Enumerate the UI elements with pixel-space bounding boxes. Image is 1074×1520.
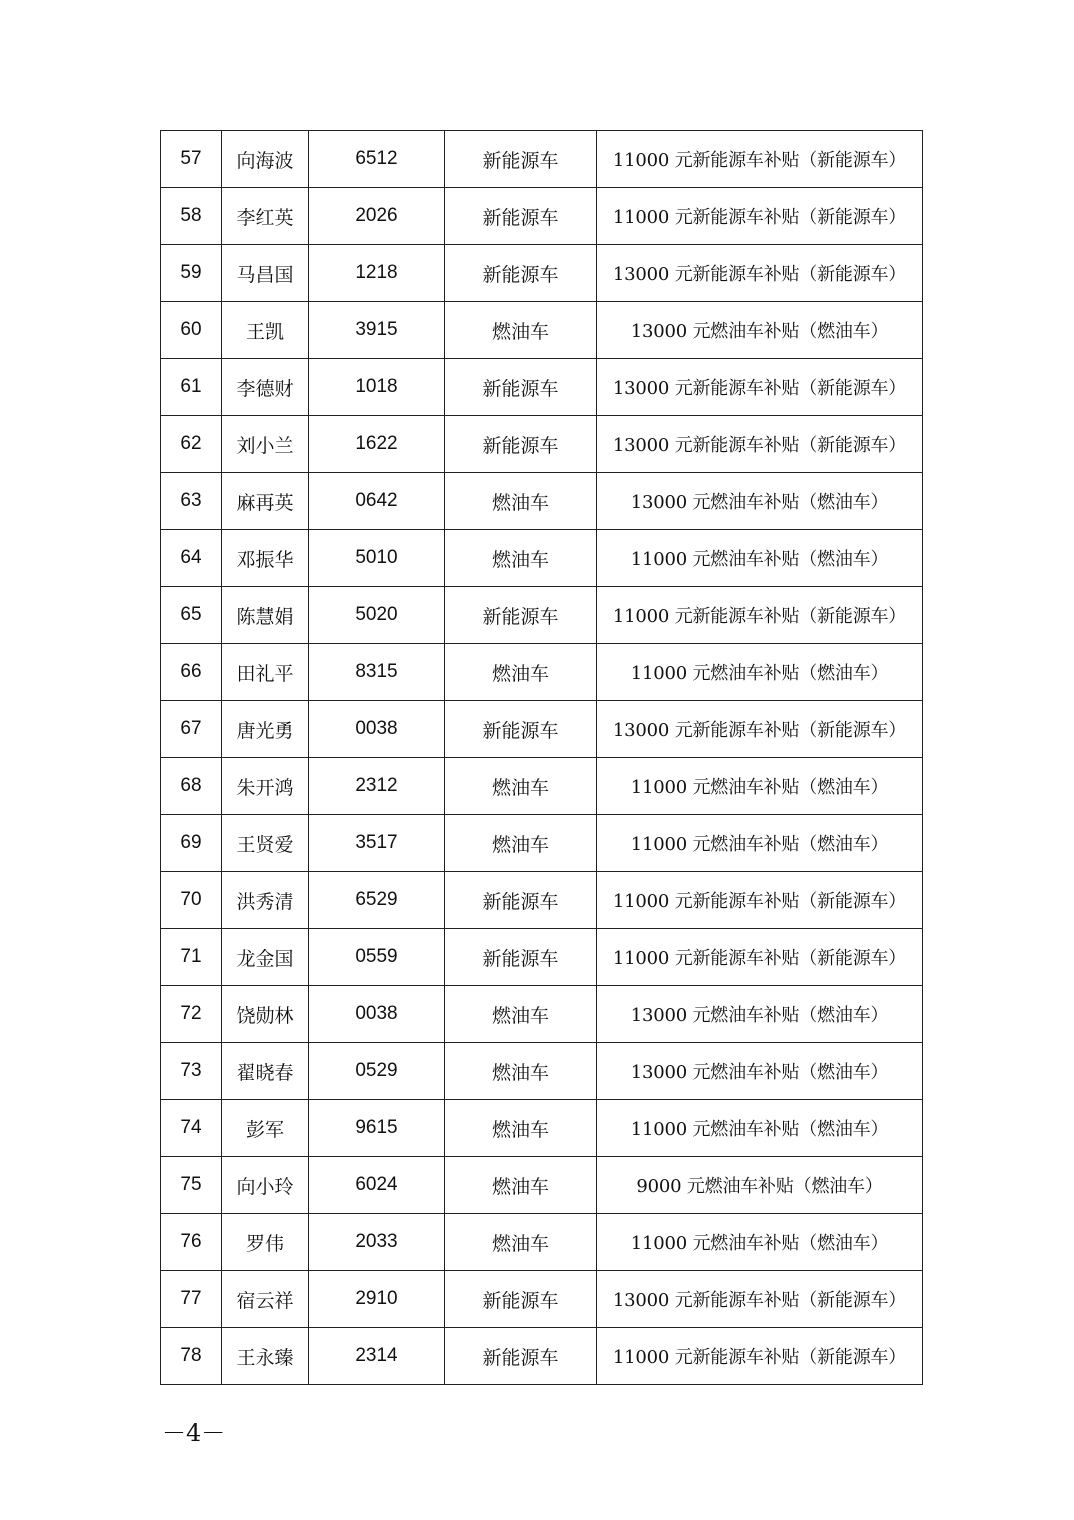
cell-vehicle-type: 新能源车 bbox=[445, 929, 597, 986]
cell-vehicle-type: 新能源车 bbox=[445, 359, 597, 416]
cell-subsidy: 13000 元燃油车补贴（燃油车） bbox=[597, 473, 923, 530]
table-row bbox=[161, 473, 923, 530]
table-row bbox=[161, 644, 923, 701]
cell-subsidy: 13000 元新能源车补贴（新能源车） bbox=[597, 245, 923, 302]
cell-name: 陈慧娟 bbox=[222, 587, 309, 644]
table-body bbox=[161, 131, 923, 1385]
cell-row-number: 69 bbox=[161, 815, 222, 872]
cell-code: 2910 bbox=[309, 1271, 445, 1328]
cell-row-number: 57 bbox=[161, 131, 222, 188]
cell-code: 3915 bbox=[309, 302, 445, 359]
cell-code: 1622 bbox=[309, 416, 445, 473]
cell-name: 李德财 bbox=[222, 359, 309, 416]
cell-name: 饶勋林 bbox=[222, 986, 309, 1043]
cell-code: 6529 bbox=[309, 872, 445, 929]
cell-code: 0642 bbox=[309, 473, 445, 530]
cell-vehicle-type: 新能源车 bbox=[445, 701, 597, 758]
table-row bbox=[161, 1271, 923, 1328]
table-row bbox=[161, 1328, 923, 1385]
cell-vehicle-type: 燃油车 bbox=[445, 302, 597, 359]
table-row bbox=[161, 758, 923, 815]
table-row bbox=[161, 872, 923, 929]
cell-name: 朱开鸿 bbox=[222, 758, 309, 815]
table-row bbox=[161, 701, 923, 758]
cell-vehicle-type: 燃油车 bbox=[445, 1100, 597, 1157]
cell-code: 3517 bbox=[309, 815, 445, 872]
cell-name: 麻再英 bbox=[222, 473, 309, 530]
cell-row-number: 72 bbox=[161, 986, 222, 1043]
cell-subsidy: 11000 元新能源车补贴（新能源车） bbox=[597, 188, 923, 245]
cell-subsidy: 13000 元新能源车补贴（新能源车） bbox=[597, 701, 923, 758]
cell-subsidy: 11000 元燃油车补贴（燃油车） bbox=[597, 1214, 923, 1271]
table-row bbox=[161, 416, 923, 473]
cell-name: 向海波 bbox=[222, 131, 309, 188]
page-number: －4－ bbox=[162, 1419, 226, 1447]
cell-subsidy: 11000 元新能源车补贴（新能源车） bbox=[597, 131, 923, 188]
cell-subsidy: 13000 元新能源车补贴（新能源车） bbox=[597, 416, 923, 473]
cell-vehicle-type: 燃油车 bbox=[445, 530, 597, 587]
cell-code: 2312 bbox=[309, 758, 445, 815]
cell-vehicle-type: 新能源车 bbox=[445, 1328, 597, 1385]
table-row bbox=[161, 986, 923, 1043]
cell-vehicle-type: 新能源车 bbox=[445, 872, 597, 929]
cell-name: 邓振华 bbox=[222, 530, 309, 587]
cell-subsidy: 11000 元新能源车补贴（新能源车） bbox=[597, 587, 923, 644]
cell-row-number: 59 bbox=[161, 245, 222, 302]
cell-row-number: 67 bbox=[161, 701, 222, 758]
cell-code: 2314 bbox=[309, 1328, 445, 1385]
cell-name: 田礼平 bbox=[222, 644, 309, 701]
cell-code: 2026 bbox=[309, 188, 445, 245]
cell-vehicle-type: 燃油车 bbox=[445, 644, 597, 701]
cell-row-number: 63 bbox=[161, 473, 222, 530]
cell-code: 1018 bbox=[309, 359, 445, 416]
cell-subsidy: 11000 元新能源车补贴（新能源车） bbox=[597, 1328, 923, 1385]
cell-code: 5010 bbox=[309, 530, 445, 587]
cell-row-number: 77 bbox=[161, 1271, 222, 1328]
cell-vehicle-type: 新能源车 bbox=[445, 416, 597, 473]
cell-subsidy: 11000 元新能源车补贴（新能源车） bbox=[597, 872, 923, 929]
table-row bbox=[161, 302, 923, 359]
table-row bbox=[161, 245, 923, 302]
cell-name: 刘小兰 bbox=[222, 416, 309, 473]
cell-row-number: 78 bbox=[161, 1328, 222, 1385]
table-row bbox=[161, 1100, 923, 1157]
cell-row-number: 60 bbox=[161, 302, 222, 359]
table-row bbox=[161, 815, 923, 872]
cell-subsidy: 11000 元燃油车补贴（燃油车） bbox=[597, 530, 923, 587]
cell-code: 0038 bbox=[309, 986, 445, 1043]
cell-subsidy: 13000 元燃油车补贴（燃油车） bbox=[597, 986, 923, 1043]
table-row bbox=[161, 1157, 923, 1214]
cell-name: 王贤爱 bbox=[222, 815, 309, 872]
cell-vehicle-type: 新能源车 bbox=[445, 1271, 597, 1328]
cell-row-number: 58 bbox=[161, 188, 222, 245]
subsidy-table-container bbox=[160, 130, 922, 1385]
cell-row-number: 73 bbox=[161, 1043, 222, 1100]
table-row bbox=[161, 1043, 923, 1100]
cell-subsidy: 11000 元燃油车补贴（燃油车） bbox=[597, 1100, 923, 1157]
cell-subsidy: 13000 元燃油车补贴（燃油车） bbox=[597, 1043, 923, 1100]
cell-name: 翟晓春 bbox=[222, 1043, 309, 1100]
table-row bbox=[161, 929, 923, 986]
cell-code: 0529 bbox=[309, 1043, 445, 1100]
cell-vehicle-type: 燃油车 bbox=[445, 1043, 597, 1100]
cell-name: 龙金国 bbox=[222, 929, 309, 986]
cell-code: 1218 bbox=[309, 245, 445, 302]
table-row bbox=[161, 188, 923, 245]
cell-code: 5020 bbox=[309, 587, 445, 644]
cell-name: 李红英 bbox=[222, 188, 309, 245]
cell-subsidy: 11000 元燃油车补贴（燃油车） bbox=[597, 758, 923, 815]
cell-code: 8315 bbox=[309, 644, 445, 701]
cell-vehicle-type: 燃油车 bbox=[445, 758, 597, 815]
cell-name: 马昌国 bbox=[222, 245, 309, 302]
cell-subsidy: 13000 元燃油车补贴（燃油车） bbox=[597, 302, 923, 359]
cell-subsidy: 11000 元燃油车补贴（燃油车） bbox=[597, 815, 923, 872]
cell-vehicle-type: 新能源车 bbox=[445, 587, 597, 644]
cell-code: 0038 bbox=[309, 701, 445, 758]
cell-row-number: 62 bbox=[161, 416, 222, 473]
cell-row-number: 75 bbox=[161, 1157, 222, 1214]
cell-row-number: 71 bbox=[161, 929, 222, 986]
cell-code: 6024 bbox=[309, 1157, 445, 1214]
cell-code: 0559 bbox=[309, 929, 445, 986]
cell-vehicle-type: 燃油车 bbox=[445, 473, 597, 530]
cell-vehicle-type: 燃油车 bbox=[445, 1214, 597, 1271]
table-row bbox=[161, 131, 923, 188]
cell-subsidy: 13000 元新能源车补贴（新能源车） bbox=[597, 1271, 923, 1328]
cell-vehicle-type: 新能源车 bbox=[445, 245, 597, 302]
cell-row-number: 70 bbox=[161, 872, 222, 929]
cell-row-number: 68 bbox=[161, 758, 222, 815]
cell-subsidy: 9000 元燃油车补贴（燃油车） bbox=[597, 1157, 923, 1214]
cell-row-number: 61 bbox=[161, 359, 222, 416]
subsidy-table bbox=[160, 130, 923, 1385]
cell-vehicle-type: 新能源车 bbox=[445, 131, 597, 188]
cell-subsidy: 11000 元新能源车补贴（新能源车） bbox=[597, 929, 923, 986]
cell-name: 宿云祥 bbox=[222, 1271, 309, 1328]
cell-subsidy: 13000 元新能源车补贴（新能源车） bbox=[597, 359, 923, 416]
cell-name: 向小玲 bbox=[222, 1157, 309, 1214]
table-row bbox=[161, 587, 923, 644]
table-row bbox=[161, 1214, 923, 1271]
cell-vehicle-type: 燃油车 bbox=[445, 1157, 597, 1214]
table-row bbox=[161, 530, 923, 587]
cell-name: 彭军 bbox=[222, 1100, 309, 1157]
cell-vehicle-type: 燃油车 bbox=[445, 986, 597, 1043]
cell-name: 王凯 bbox=[222, 302, 309, 359]
table-row bbox=[161, 359, 923, 416]
cell-row-number: 76 bbox=[161, 1214, 222, 1271]
cell-name: 洪秀清 bbox=[222, 872, 309, 929]
cell-name: 王永臻 bbox=[222, 1328, 309, 1385]
cell-subsidy: 11000 元燃油车补贴（燃油车） bbox=[597, 644, 923, 701]
cell-row-number: 64 bbox=[161, 530, 222, 587]
cell-name: 罗伟 bbox=[222, 1214, 309, 1271]
cell-vehicle-type: 燃油车 bbox=[445, 815, 597, 872]
cell-vehicle-type: 新能源车 bbox=[445, 188, 597, 245]
cell-code: 2033 bbox=[309, 1214, 445, 1271]
cell-code: 9615 bbox=[309, 1100, 445, 1157]
cell-row-number: 65 bbox=[161, 587, 222, 644]
cell-row-number: 74 bbox=[161, 1100, 222, 1157]
cell-row-number: 66 bbox=[161, 644, 222, 701]
cell-name: 唐光勇 bbox=[222, 701, 309, 758]
cell-code: 6512 bbox=[309, 131, 445, 188]
